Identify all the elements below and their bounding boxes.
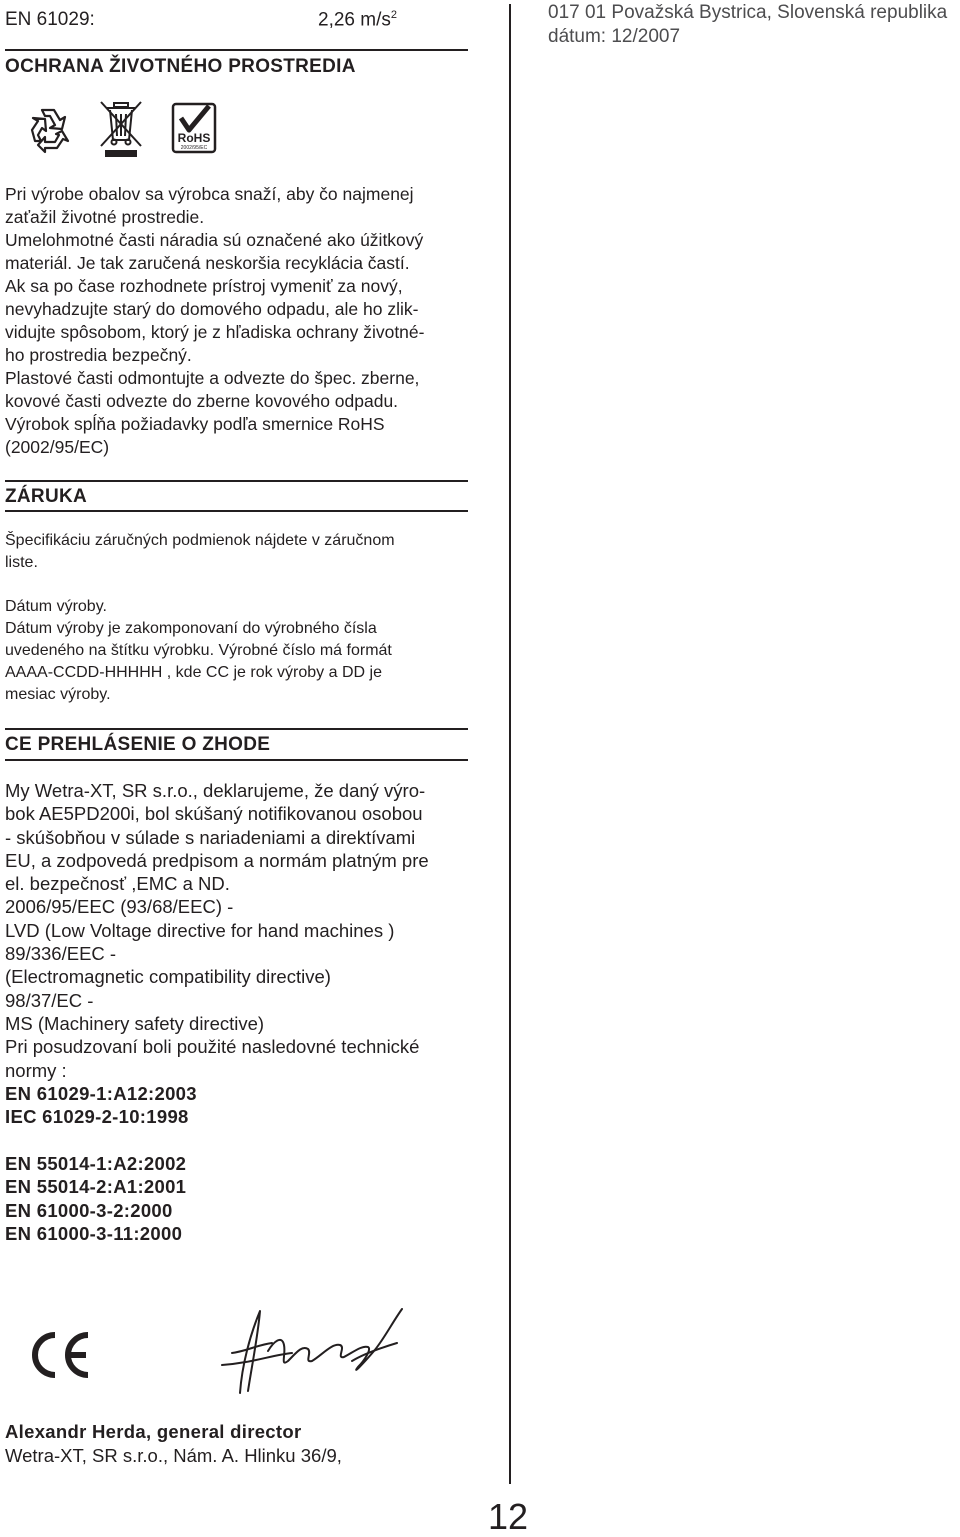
environment-text: [5, 183, 468, 459]
text-line: Výrobok spĺňa požiadavky podľa smernice RoHS: [5, 414, 385, 434]
text-line: mesiac výroby.: [5, 686, 111, 703]
section-rule: [5, 480, 468, 482]
norm-line: IEC 61029-2-10:1998: [5, 1106, 189, 1128]
text-line: bok AE5PD200i, bol skúšaný notifikovanou osobou: [5, 803, 423, 825]
column-divider: [509, 4, 511, 1484]
text-line: ho prostredia bezpečný.: [5, 345, 192, 365]
norm-line: EN 61029-1:A12:2003: [5, 1082, 197, 1104]
norms-list: [5, 1152, 468, 1245]
text-line: zaťažil životné prostredie.: [5, 207, 205, 227]
section-rule: [5, 759, 468, 761]
text-line: Pri výrobe obalov sa výrobca snaží, aby čo najmenej: [5, 184, 414, 204]
text-line: AAAA-CCDD-HHHHH , kde CC je rok výroby a DD je: [5, 664, 382, 681]
text-line: (Electromagnetic compatibility directive): [5, 966, 331, 988]
section-rule: [5, 728, 468, 730]
text-line: nevyhadzujte starý do domového odpadu, ale ho zlik-: [5, 299, 419, 319]
text-line: MS (Machinery safety directive): [5, 1012, 265, 1034]
address-line: 017 01 Považská Bystrica, Slovenská republika: [548, 2, 948, 23]
text-line: 89/336/EEC -: [5, 943, 117, 965]
date-line: dátum: 12/2007: [548, 26, 681, 47]
crossed-bin-icon: [99, 100, 143, 158]
section-rule: [5, 49, 468, 51]
svg-text:CE: CE: [28, 1330, 30, 1331]
norm-label: EN 61029:: [5, 9, 95, 30]
section-title-declaration: CE PREHLÁSENIE O ZHODE: [5, 734, 271, 755]
text-line: Špecifikáciu záručných podmienok nájdete v záručnom: [5, 532, 395, 549]
svg-text:RoHS: RoHS: [177, 131, 211, 145]
text-line: normy :: [5, 1059, 67, 1081]
signatory-name: Alexandr Herda, general director: [5, 1421, 302, 1442]
signature-image: [212, 1305, 407, 1400]
norm-line: EN 61000-3-2:2000: [5, 1199, 173, 1221]
text-line: EU, a zodpovedá predpisom a normám platným pre: [5, 849, 429, 871]
ce-mark: [28, 1330, 92, 1380]
vibration-exponent: 2: [390, 9, 397, 21]
text-line: Pri posudzovaní boli použité nasledovné technické: [5, 1036, 420, 1058]
text-line: kovové časti odvezte do zberne kovového odpadu.: [5, 391, 399, 411]
text-line: uvedeného na štítku výrobku. Výrobné číslo má formát: [5, 642, 392, 659]
recycle-icon: [24, 104, 72, 154]
norm-line: EN 55014-2:A1:2001: [5, 1176, 187, 1198]
vibration-value: [318, 9, 397, 31]
text-line: LVD (Low Voltage directive for hand machines ): [5, 919, 395, 941]
text-line: Ak sa po čase rozhodnete prístroj vymeniť za nový,: [5, 276, 403, 296]
text-line: Dátum výroby je zakomponovaní do výrobného čísla: [5, 620, 377, 637]
declaration-text: [5, 779, 468, 1128]
vibration-value-text: 2,26 m/s: [318, 9, 391, 31]
text-line: 2006/95/EEC (93/68/EEC) -: [5, 896, 234, 918]
svg-text:2002/95/EC: 2002/95/EC: [180, 145, 208, 151]
company-address: Wetra-XT, SR s.r.o., Nám. A. Hlinku 36/9,: [5, 1445, 342, 1466]
text-line: (2002/95/EC): [5, 437, 110, 457]
text-line: Dátum výroby.: [5, 598, 107, 615]
section-title-environment: OCHRANA ŽIVOTNÉHO PROSTREDIA: [5, 56, 356, 77]
norm-line: EN 55014-1:A2:2002: [5, 1153, 187, 1174]
text-line: - skúšobňou v súlade s nariadeniami a direktívami: [5, 826, 416, 848]
text-line: Plastové časti odmontujte a odvezte do špec. zberne,: [5, 368, 420, 388]
text-line: 98/37/EC -: [5, 989, 94, 1011]
text-line: vidujte spôsobom, ktorý je z hľadiska ochrany životné-: [5, 322, 425, 342]
section-rule: [5, 510, 468, 512]
section-title-warranty: ZÁRUKA: [5, 486, 88, 507]
norm-line: EN 61000-3-11:2000: [5, 1222, 183, 1244]
text-line: el. bezpečnosť ,EMC a ND.: [5, 873, 230, 895]
text-line: Umelohmotné časti náradia sú označené ako úžitkový: [5, 230, 424, 250]
warranty-text: [5, 530, 468, 706]
text-line: [5, 574, 468, 596]
text-line: materiál. Je tak zaručená neskoršia recyklácia častí.: [5, 253, 410, 273]
rohs-icon: [171, 102, 217, 154]
text-line: My Wetra-XT, SR s.r.o., deklarujeme, že daný výro-: [5, 780, 426, 801]
page-number: 12: [488, 1496, 529, 1537]
text-line: liste.: [5, 554, 38, 571]
